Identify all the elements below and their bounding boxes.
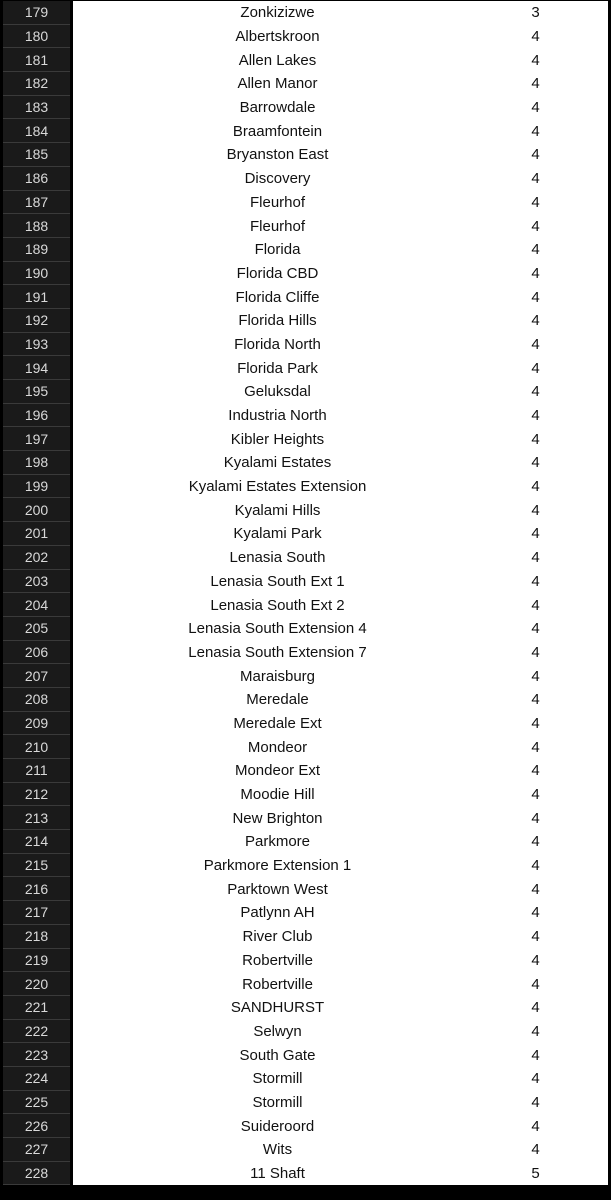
table-row[interactable] — [0, 522, 611, 546]
value-cell[interactable]: 4 — [531, 407, 540, 425]
row-cells — [73, 1138, 611, 1162]
table-row[interactable] — [0, 238, 611, 262]
row-header[interactable]: 185 — [3, 143, 70, 167]
suburb-name-cell[interactable]: New Brighton — [232, 809, 323, 827]
table-row[interactable] — [0, 356, 611, 380]
row-header[interactable]: 198 — [3, 451, 70, 475]
row-cells — [73, 806, 611, 830]
table-row[interactable] — [0, 759, 611, 783]
value-cell[interactable]: 4 — [531, 1046, 540, 1064]
value-cell[interactable]: 4 — [531, 430, 540, 448]
row-cells — [73, 1162, 611, 1186]
row-header[interactable]: 193 — [3, 333, 70, 357]
table-row[interactable] — [0, 404, 611, 428]
suburb-name-cell[interactable]: Barrowdale — [239, 99, 316, 117]
table-row[interactable] — [0, 593, 611, 617]
table-row[interactable] — [0, 427, 611, 451]
value-cell[interactable]: 4 — [531, 1070, 540, 1088]
table-row[interactable] — [0, 972, 611, 996]
table-row[interactable] — [0, 119, 611, 143]
row-header[interactable]: 196 — [3, 404, 70, 428]
row-cells — [73, 427, 611, 451]
suburb-name-cell[interactable]: SANDHURST — [230, 999, 325, 1017]
row-header[interactable]: 197 — [3, 427, 70, 451]
suburb-name-cell[interactable]: Kibler Heights — [230, 430, 325, 448]
value-cell[interactable]: 4 — [531, 217, 540, 235]
table-row[interactable] — [0, 570, 611, 594]
value-cell[interactable]: 4 — [531, 857, 540, 875]
row-cells — [73, 949, 611, 973]
spreadsheet-rows — [0, 1, 611, 1185]
row-header[interactable]: 212 — [3, 783, 70, 807]
table-row[interactable] — [0, 901, 611, 925]
suburb-name-cell[interactable]: River Club — [242, 928, 313, 946]
suburb-name-cell[interactable]: Wits — [262, 1141, 293, 1159]
table-row[interactable] — [0, 688, 611, 712]
row-cells — [73, 1091, 611, 1115]
table-row[interactable] — [0, 877, 611, 901]
suburb-name-cell[interactable]: Industria North — [228, 407, 327, 425]
row-cells — [73, 356, 611, 380]
value-cell[interactable]: 4 — [531, 359, 540, 377]
row-cells — [73, 475, 611, 499]
row-cells — [73, 617, 611, 641]
table-row[interactable] — [0, 1067, 611, 1091]
row-header[interactable]: 211 — [3, 759, 70, 783]
suburb-name-cell[interactable]: Lenasia South — [229, 549, 326, 567]
row-cells — [73, 96, 611, 120]
table-row[interactable] — [0, 285, 611, 309]
row-header[interactable]: 218 — [3, 925, 70, 949]
row-header[interactable]: 225 — [3, 1091, 70, 1115]
suburb-name-cell[interactable]: Meredale Ext — [233, 714, 322, 732]
value-cell[interactable]: 4 — [531, 833, 540, 851]
suburb-name-cell[interactable]: Parktown West — [227, 880, 328, 898]
value-cell[interactable]: 4 — [531, 667, 540, 685]
row-cells — [73, 593, 611, 617]
row-header[interactable]: 183 — [3, 96, 70, 120]
value-cell[interactable]: 4 — [531, 620, 540, 638]
row-cells — [73, 901, 611, 925]
table-row[interactable] — [0, 1138, 611, 1162]
suburb-name-cell[interactable]: Florida Park — [237, 359, 318, 377]
table-row[interactable] — [0, 309, 611, 333]
table-row[interactable] — [0, 167, 611, 191]
suburb-name-cell[interactable]: Robertville — [242, 975, 313, 993]
suburb-name-cell[interactable]: Mondeor Ext — [234, 762, 321, 780]
value-cell[interactable]: 4 — [531, 122, 540, 140]
row-header[interactable]: 219 — [3, 949, 70, 973]
row-header[interactable]: 186 — [3, 167, 70, 191]
row-cells — [73, 1043, 611, 1067]
suburb-name-cell[interactable]: Stormill — [252, 1070, 303, 1088]
value-cell[interactable]: 4 — [531, 193, 540, 211]
row-cells — [73, 830, 611, 854]
value-cell[interactable]: 4 — [531, 75, 540, 93]
row-header[interactable]: 220 — [3, 972, 70, 996]
table-row[interactable] — [0, 96, 611, 120]
value-cell[interactable]: 4 — [531, 501, 540, 519]
row-header[interactable]: 205 — [3, 617, 70, 641]
value-cell[interactable]: 4 — [531, 738, 540, 756]
suburb-name-cell[interactable]: Kyalami Hills — [234, 501, 321, 519]
table-row[interactable] — [0, 1114, 611, 1138]
row-header[interactable]: 214 — [3, 830, 70, 854]
suburb-name-cell[interactable]: South Gate — [239, 1046, 316, 1064]
value-cell[interactable]: 4 — [531, 1022, 540, 1040]
row-cells — [73, 996, 611, 1020]
row-header[interactable]: 222 — [3, 1020, 70, 1044]
row-cells — [73, 1114, 611, 1138]
suburb-name-cell[interactable]: Discovery — [244, 170, 311, 188]
suburb-name-cell[interactable]: Patlynn AH — [240, 904, 315, 922]
value-cell[interactable]: 4 — [531, 809, 540, 827]
suburb-name-cell[interactable]: Kyalami Park — [233, 525, 322, 543]
suburb-name-cell[interactable]: Allen Manor — [237, 75, 318, 93]
table-row[interactable] — [0, 783, 611, 807]
table-row[interactable] — [0, 262, 611, 286]
suburb-name-cell[interactable]: Braamfontein — [232, 122, 323, 140]
suburb-name-cell[interactable]: Fleurhof — [249, 193, 306, 211]
suburb-name-cell[interactable]: Kyalami Estates — [223, 454, 332, 472]
row-cells — [73, 1020, 611, 1044]
row-cells — [73, 25, 611, 49]
row-header[interactable]: 223 — [3, 1043, 70, 1067]
table-row[interactable] — [0, 451, 611, 475]
row-header[interactable]: 207 — [3, 664, 70, 688]
row-header[interactable]: 187 — [3, 191, 70, 215]
value-cell[interactable]: 4 — [531, 762, 540, 780]
row-header[interactable]: 180 — [3, 25, 70, 49]
value-cell[interactable]: 4 — [531, 454, 540, 472]
row-header[interactable]: 182 — [3, 72, 70, 96]
row-cells — [73, 1, 611, 25]
table-row[interactable] — [0, 333, 611, 357]
row-header[interactable]: 206 — [3, 641, 70, 665]
row-header[interactable]: 191 — [3, 285, 70, 309]
value-cell[interactable]: 4 — [531, 549, 540, 567]
suburb-name-cell[interactable]: Selwyn — [253, 1022, 302, 1040]
row-cells — [73, 191, 611, 215]
suburb-name-cell[interactable]: Suideroord — [240, 1117, 315, 1135]
suburb-name-cell[interactable]: Parkmore Extension 1 — [203, 857, 352, 875]
value-cell[interactable]: 4 — [531, 999, 540, 1017]
row-header[interactable]: 194 — [3, 356, 70, 380]
row-header[interactable]: 227 — [3, 1138, 70, 1162]
row-cells — [73, 759, 611, 783]
table-row[interactable] — [0, 925, 611, 949]
suburb-name-cell[interactable]: Maraisburg — [239, 667, 316, 685]
row-header[interactable]: 204 — [3, 593, 70, 617]
value-cell[interactable]: 4 — [531, 951, 540, 969]
row-cells — [73, 309, 611, 333]
row-cells — [73, 48, 611, 72]
row-cells — [73, 451, 611, 475]
suburb-name-cell[interactable]: Meredale — [246, 691, 309, 709]
suburb-name-cell[interactable]: Albertskroon — [235, 28, 320, 46]
suburb-name-cell[interactable]: Geluksdal — [244, 383, 311, 401]
table-row[interactable] — [0, 617, 611, 641]
row-cells — [73, 522, 611, 546]
value-cell[interactable]: 4 — [531, 786, 540, 804]
row-header[interactable]: 215 — [3, 854, 70, 878]
table-row[interactable] — [0, 830, 611, 854]
row-cells — [73, 498, 611, 522]
value-cell[interactable]: 4 — [531, 1093, 540, 1111]
row-cells — [73, 404, 611, 428]
value-cell[interactable]: 4 — [531, 478, 540, 496]
table-row[interactable] — [0, 735, 611, 759]
table-row[interactable] — [0, 143, 611, 167]
table-row[interactable] — [0, 191, 611, 215]
suburb-name-cell[interactable]: Robertville — [242, 951, 313, 969]
row-cells — [73, 262, 611, 286]
value-cell[interactable]: 5 — [531, 1165, 540, 1183]
row-header[interactable]: 213 — [3, 806, 70, 830]
row-cells — [73, 664, 611, 688]
row-cells — [73, 972, 611, 996]
row-cells — [73, 167, 611, 191]
suburb-name-cell[interactable]: Fleurhof — [249, 217, 306, 235]
value-cell[interactable]: 4 — [531, 264, 540, 282]
row-header[interactable]: 210 — [3, 735, 70, 759]
row-header[interactable]: 201 — [3, 522, 70, 546]
suburb-name-cell[interactable]: 11 Shaft — [250, 1165, 305, 1183]
suburb-name-cell[interactable]: Allen Lakes — [238, 51, 317, 69]
row-cells — [73, 333, 611, 357]
row-cells — [73, 238, 611, 262]
row-cells — [73, 712, 611, 736]
row-header[interactable]: 226 — [3, 1114, 70, 1138]
table-row[interactable] — [0, 546, 611, 570]
suburb-name-cell[interactable]: Moodie Hill — [240, 786, 315, 804]
table-row[interactable] — [0, 25, 611, 49]
row-header[interactable]: 184 — [3, 119, 70, 143]
row-header[interactable]: 221 — [3, 996, 70, 1020]
row-header[interactable]: 202 — [3, 546, 70, 570]
value-cell[interactable]: 4 — [531, 241, 540, 259]
suburb-name-cell[interactable]: Florida CBD — [236, 264, 319, 282]
row-cells — [73, 783, 611, 807]
row-header[interactable]: 189 — [3, 238, 70, 262]
row-cells — [73, 641, 611, 665]
table-row[interactable] — [0, 214, 611, 238]
table-row[interactable] — [0, 475, 611, 499]
suburb-name-cell[interactable]: Florida Hills — [238, 312, 317, 330]
row-cells — [73, 854, 611, 878]
table-row[interactable] — [0, 48, 611, 72]
row-cells — [73, 380, 611, 404]
row-cells — [73, 285, 611, 309]
suburb-name-cell[interactable]: Lenasia South Ext 2 — [210, 596, 345, 614]
row-header[interactable]: 192 — [3, 309, 70, 333]
suburb-name-cell[interactable]: Lenasia South Ext 1 — [210, 572, 345, 590]
value-cell[interactable]: 4 — [531, 643, 540, 661]
table-row[interactable] — [0, 664, 611, 688]
row-cells — [73, 546, 611, 570]
value-cell[interactable]: 4 — [531, 99, 540, 117]
table-row[interactable] — [0, 1020, 611, 1044]
row-cells — [73, 72, 611, 96]
value-cell[interactable]: 4 — [531, 525, 540, 543]
row-header[interactable]: 224 — [3, 1067, 70, 1091]
value-cell[interactable]: 4 — [531, 170, 540, 188]
value-cell[interactable]: 4 — [531, 596, 540, 614]
row-header[interactable]: 216 — [3, 877, 70, 901]
row-cells — [73, 119, 611, 143]
suburb-name-cell[interactable]: Zonkizizwe — [240, 4, 315, 22]
table-row[interactable] — [0, 1091, 611, 1115]
row-header[interactable]: 208 — [3, 688, 70, 712]
value-cell[interactable]: 4 — [531, 1117, 540, 1135]
table-row[interactable] — [0, 1, 611, 25]
value-cell[interactable]: 4 — [531, 288, 540, 306]
table-row[interactable] — [0, 641, 611, 665]
suburb-name-cell[interactable]: Florida Cliffe — [235, 288, 320, 306]
row-header[interactable]: 179 — [3, 1, 70, 25]
value-cell[interactable]: 4 — [531, 880, 540, 898]
value-cell[interactable]: 4 — [531, 904, 540, 922]
suburb-name-cell[interactable]: Lenasia South Extension 4 — [188, 620, 367, 638]
row-cells — [73, 925, 611, 949]
suburb-name-cell[interactable]: Lenasia South Extension 7 — [188, 643, 367, 661]
row-cells — [73, 1067, 611, 1091]
table-row[interactable] — [0, 72, 611, 96]
value-cell[interactable]: 4 — [531, 928, 540, 946]
row-header[interactable]: 195 — [3, 380, 70, 404]
table-row[interactable] — [0, 1043, 611, 1067]
value-cell[interactable]: 4 — [531, 714, 540, 732]
row-header[interactable]: 188 — [3, 214, 70, 238]
suburb-name-cell[interactable]: Stormill — [252, 1093, 303, 1111]
value-cell[interactable]: 4 — [531, 28, 540, 46]
row-cells — [73, 877, 611, 901]
value-cell[interactable]: 4 — [531, 691, 540, 709]
value-cell[interactable]: 4 — [531, 383, 540, 401]
table-row[interactable] — [0, 949, 611, 973]
value-cell[interactable]: 4 — [531, 975, 540, 993]
row-header[interactable]: 209 — [3, 712, 70, 736]
suburb-name-cell[interactable]: Parkmore — [244, 833, 311, 851]
row-cells — [73, 688, 611, 712]
value-cell[interactable]: 4 — [531, 51, 540, 69]
suburb-name-cell[interactable]: Bryanston East — [226, 146, 329, 164]
row-cells — [73, 143, 611, 167]
suburb-name-cell[interactable]: Florida — [254, 241, 301, 259]
table-row[interactable] — [0, 806, 611, 830]
row-header[interactable]: 181 — [3, 48, 70, 72]
value-cell[interactable]: 4 — [531, 146, 540, 164]
suburb-name-cell[interactable]: Florida North — [234, 335, 321, 353]
suburb-name-cell[interactable]: Mondeor — [247, 738, 308, 756]
suburb-name-cell[interactable]: Kyalami Estates Extension — [188, 478, 367, 496]
value-cell[interactable]: 4 — [531, 312, 540, 330]
row-header[interactable]: 217 — [3, 901, 70, 925]
table-row[interactable] — [0, 854, 611, 878]
value-cell[interactable]: 4 — [531, 1141, 540, 1159]
row-cells — [73, 570, 611, 594]
value-cell[interactable]: 3 — [531, 4, 540, 22]
value-cell[interactable]: 4 — [531, 572, 540, 590]
row-header[interactable]: 199 — [3, 475, 70, 499]
row-header[interactable]: 200 — [3, 498, 70, 522]
row-header[interactable]: 228 — [3, 1162, 70, 1186]
row-cells — [73, 735, 611, 759]
row-header[interactable]: 203 — [3, 570, 70, 594]
value-cell[interactable]: 4 — [531, 335, 540, 353]
table-row[interactable] — [0, 996, 611, 1020]
row-cells — [73, 214, 611, 238]
table-row[interactable] — [0, 498, 611, 522]
table-row[interactable] — [0, 712, 611, 736]
row-header[interactable]: 190 — [3, 262, 70, 286]
table-row[interactable] — [0, 380, 611, 404]
table-row[interactable] — [0, 1162, 611, 1186]
